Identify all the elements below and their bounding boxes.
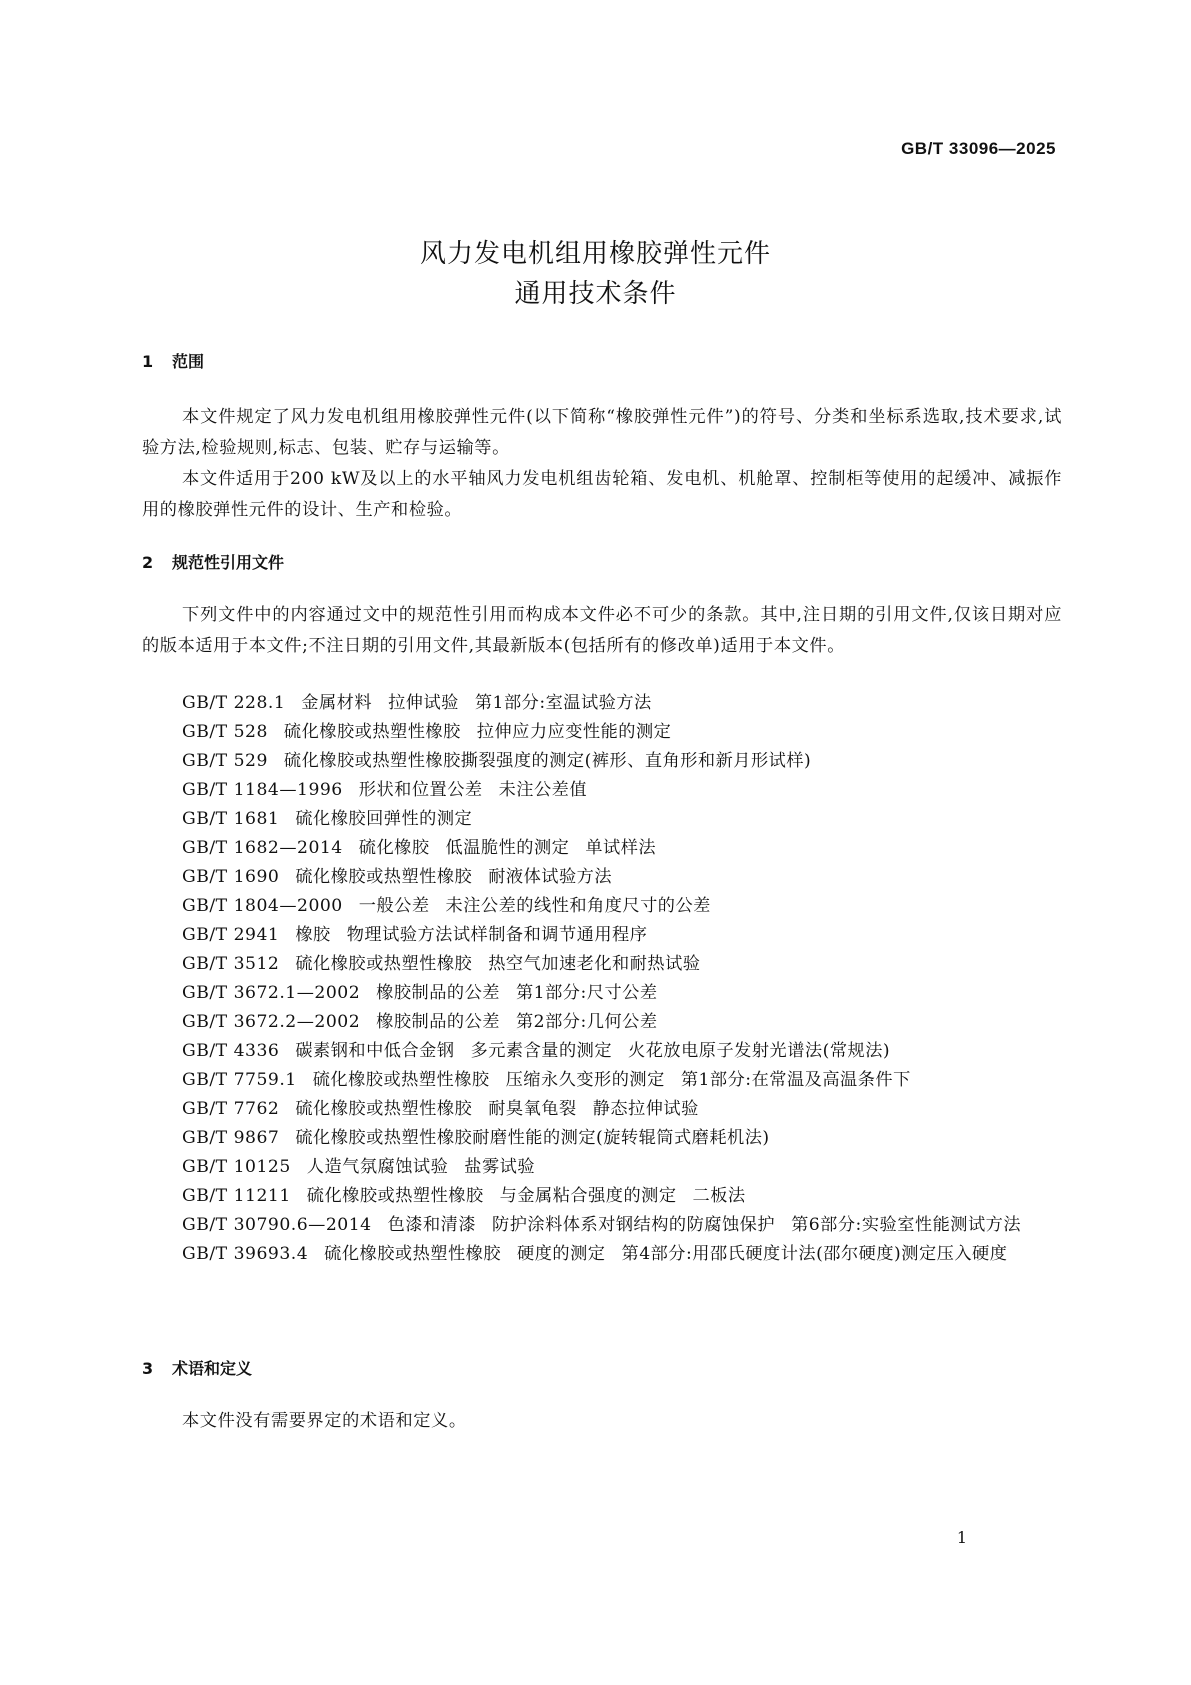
reference-code: GB/T 3512: [182, 954, 280, 974]
reference-title-part: 未注公差值: [498, 780, 588, 800]
section-1-title: 范围: [172, 352, 205, 371]
section-2-title: 规范性引用文件: [172, 553, 285, 572]
reference-item: [142, 1037, 1062, 1066]
reference-title-part: 静态拉伸试验: [592, 1099, 699, 1119]
reference-code: GB/T 228.1: [182, 693, 286, 713]
reference-list: [142, 689, 1062, 1269]
reference-title-part: 火花放电原子发射光谱法(常规法): [628, 1041, 891, 1061]
reference-title-part: 一般公差: [358, 896, 430, 916]
reference-title-part: 硫化橡胶或热塑性橡胶: [312, 1070, 490, 1090]
title-line-1: 风力发电机组用橡胶弹性元件: [419, 239, 771, 269]
reference-title-part: 硫化橡胶或热塑性橡胶: [295, 867, 473, 887]
reference-code: GB/T 3672.1—2002: [182, 983, 361, 1003]
reference-title-part: 耐臭氧龟裂: [488, 1099, 577, 1119]
reference-code: GB/T 528: [182, 722, 268, 742]
reference-title-part: 第4部分:用邵氏硬度计法(邵尔硬度)测定压入硬度: [621, 1244, 1008, 1264]
reference-title-part: 第1部分:在常温及高温条件下: [680, 1070, 911, 1090]
reference-code: GB/T 11211: [182, 1186, 291, 1206]
reference-code: GB/T 529: [182, 751, 268, 771]
reference-title-part: 硫化橡胶或热塑性橡胶: [324, 1244, 502, 1264]
reference-title-part: 未注公差的线性和角度尺寸的公差: [445, 896, 711, 916]
reference-code: GB/T 4336: [182, 1041, 280, 1061]
reference-title-part: 耐液体试验方法: [488, 867, 613, 887]
standard-number: GB/T 33096—2025: [901, 139, 1056, 158]
title-line-2: 通用技术条件: [514, 279, 677, 309]
reference-code: GB/T 7762: [182, 1099, 280, 1119]
reference-code: GB/T 2941: [182, 925, 280, 945]
section-3-heading: [142, 1356, 252, 1379]
section-1-paragraph-1: 本文件规定了风力发电机组用橡胶弹性元件(以下简称“橡胶弹性元件”)的符号、分类和坐标系选取,技术要求,试验方法,检验规则,标志、包装、贮存与运输等。: [142, 407, 1062, 458]
section-3-number: 3: [142, 1359, 154, 1378]
reference-title-part: 人造气氛腐蚀试验: [306, 1157, 449, 1177]
reference-item: [142, 718, 1062, 747]
reference-code: GB/T 9867: [182, 1128, 280, 1148]
reference-title-part: 硫化橡胶或热塑性橡胶撕裂强度的测定(裤形、直角形和新月形试样): [283, 751, 812, 771]
reference-title-part: 与金属粘合强度的测定: [499, 1186, 677, 1206]
reference-item: [142, 1240, 1062, 1269]
section-2-heading: [142, 550, 284, 573]
reference-item: [142, 805, 1062, 834]
reference-item: [142, 1182, 1062, 1211]
reference-title-part: 橡胶制品的公差: [376, 983, 500, 1003]
section-3-title: 术语和定义: [172, 1359, 253, 1378]
reference-code: GB/T 39693.4: [182, 1244, 309, 1264]
reference-item: [142, 921, 1062, 950]
page-number: 1: [956, 1528, 967, 1547]
reference-title-part: 硫化橡胶或热塑性橡胶: [295, 954, 473, 974]
reference-title-part: 硬度的测定: [517, 1244, 606, 1264]
reference-title-part: 拉伸应力应变性能的测定: [476, 722, 672, 742]
reference-title-part: 橡胶制品的公差: [376, 1012, 500, 1032]
reference-title-part: 低温脆性的测定: [445, 838, 570, 858]
reference-code: GB/T 1682—2014: [182, 838, 343, 858]
reference-item: [142, 776, 1062, 805]
reference-title-part: 硫化橡胶或热塑性橡胶: [306, 1186, 484, 1206]
reference-title-part: 第6部分:实验室性能测试方法: [791, 1215, 1022, 1235]
reference-title-part: 硫化橡胶回弹性的测定: [295, 809, 473, 829]
reference-title-part: 色漆和清漆: [387, 1215, 477, 1235]
reference-title-part: 第1部分:尺寸公差: [515, 983, 658, 1003]
reference-title-part: 硫化橡胶或热塑性橡胶: [295, 1099, 473, 1119]
reference-title-part: 物理试验方法试样制备和调节通用程序: [346, 925, 648, 945]
reference-item: [142, 892, 1062, 921]
reference-code: GB/T 30790.6—2014: [182, 1215, 372, 1235]
reference-item: [142, 1095, 1062, 1124]
reference-item: [142, 1124, 1062, 1153]
reference-title-part: 多元素含量的测定: [470, 1041, 613, 1061]
reference-item: [142, 950, 1062, 979]
reference-code: GB/T 7759.1: [182, 1070, 297, 1090]
reference-item: [142, 979, 1062, 1008]
reference-title-part: 热空气加速老化和耐热试验: [488, 954, 701, 974]
reference-item: [142, 747, 1062, 776]
reference-title-part: 硫化橡胶: [358, 838, 430, 858]
section-2-intro: 下列文件中的内容通过文中的规范性引用而构成本文件必不可少的条款。其中,注日期的引用文件,仅该日期对应的版本适用于本文件;不注日期的引用文件,其最新版本(包括所有的修改单)适用于本文件。: [142, 605, 1062, 656]
reference-title-part: 碳素钢和中低合金钢: [295, 1041, 455, 1061]
reference-title-part: 第1部分:室温试验方法: [474, 693, 652, 713]
reference-title-part: 防护涂料体系对钢结构的防腐蚀保护: [492, 1215, 776, 1235]
reference-code: GB/T 1184—1996: [182, 780, 343, 800]
section-3-paragraph: 本文件没有需要界定的术语和定义。: [182, 1411, 467, 1431]
reference-item: [142, 1066, 1062, 1095]
reference-title-part: 橡胶: [295, 925, 331, 945]
reference-code: GB/T 10125: [182, 1157, 291, 1177]
reference-title-part: 二板法: [692, 1186, 746, 1206]
reference-title-part: 拉伸试验: [388, 693, 459, 713]
reference-item: [142, 689, 1062, 718]
reference-title-part: 压缩永久变形的测定: [505, 1070, 665, 1090]
reference-item: [142, 1211, 1062, 1240]
reference-title-part: 硫化橡胶或热塑性橡胶耐磨性能的测定(旋转辊筒式磨耗机法): [295, 1128, 770, 1148]
reference-code: GB/T 3672.2—2002: [182, 1012, 361, 1032]
reference-item: [142, 863, 1062, 892]
reference-title-part: 单试样法: [585, 838, 657, 858]
reference-code: GB/T 1804—2000: [182, 896, 343, 916]
section-2-number: 2: [142, 553, 154, 572]
reference-title-part: 形状和位置公差: [358, 780, 483, 800]
reference-title-part: 硫化橡胶或热塑性橡胶: [283, 722, 461, 742]
reference-title-part: 盐雾试验: [464, 1157, 536, 1177]
section-1-heading: [142, 349, 204, 372]
document-title: [0, 234, 1191, 314]
reference-item: [142, 834, 1062, 863]
section-1-paragraph-2: 本文件适用于200 kW及以上的水平轴风力发电机组齿轮箱、发电机、机舱罩、控制柜等使用的起缓冲、减振作用的橡胶弹性元件的设计、生产和检验。: [142, 469, 1062, 520]
reference-code: GB/T 1681: [182, 809, 280, 829]
reference-code: GB/T 1690: [182, 867, 280, 887]
reference-item: [142, 1008, 1062, 1037]
section-1-number: 1: [142, 352, 154, 371]
reference-title-part: 金属材料: [301, 693, 373, 713]
reference-item: [142, 1153, 1062, 1182]
reference-title-part: 第2部分:几何公差: [515, 1012, 658, 1032]
